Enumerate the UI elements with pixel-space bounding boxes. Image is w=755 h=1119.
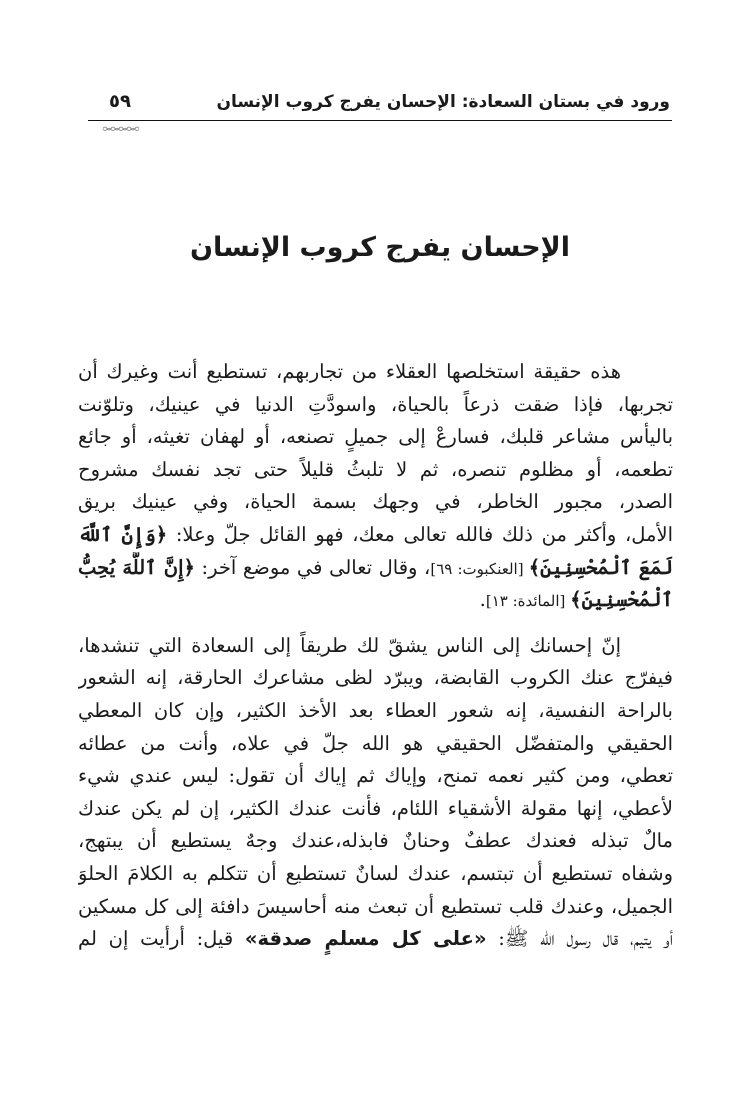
text-line: الصدر، مجبور الخاطر، في وجهك بسمة الحياة، وفي عينيك بريق bbox=[78, 490, 673, 514]
quran-verse: ﴿وَإِنَّ ٱللَّهَ bbox=[78, 522, 168, 546]
header-rule bbox=[88, 120, 672, 121]
text-line bbox=[78, 584, 673, 617]
line-text: أو يتيم، قال رسول الله ﷺ: bbox=[486, 927, 673, 951]
chapter-title: الإحسان يفرج كروب الإنسان bbox=[189, 232, 571, 263]
text-line: مالٌ تبذله فعندك عطفٌ وحنانٌ فابذله،عندك وجهٌ يستطيع أن يبتهج، bbox=[78, 829, 673, 853]
text-line: بالراحة النفسية، إنه شعور العطاء بعد الأخذ الكثير، وإن كان المعطي bbox=[78, 698, 673, 722]
paragraph-gap bbox=[78, 617, 673, 630]
line-text: الأمل، وأكثر من ذلك فالله تعالى معك، فهو القائل جلّ وعلا: bbox=[167, 522, 673, 546]
text-line bbox=[78, 552, 673, 585]
paragraph-1 bbox=[78, 356, 673, 617]
header-ornament-icon bbox=[102, 125, 140, 132]
running-title: ورود في بستان السعادة: الإحسان يفرج كروب الإنسان bbox=[216, 92, 670, 112]
body-text bbox=[78, 356, 673, 956]
text-line: إنّ إحسانك إلى الناس يشقّ لك طريقاً إلى السعادة التي تنشدها، bbox=[78, 633, 621, 657]
running-header bbox=[90, 88, 670, 118]
text-line bbox=[78, 923, 673, 956]
text-line: وشفاه تستطيع أن تبتسم، عندك لسانٌ تستطيع أن تتكلم به الكلامَ الحلوَ bbox=[78, 861, 673, 885]
hadith-quote: «على كل مسلمٍ صدقة» bbox=[244, 927, 487, 951]
quran-verse: ﴿إِنَّ ٱللَّهَ يُحِبُّ bbox=[78, 555, 195, 579]
text-line: الجميل، وعندك قلب تستطيع أن تبعث منه أحاسيسَ دافئة إلى كل مسكين bbox=[78, 894, 673, 918]
text-line: الحقيقي والمتفضّل الحقيقي هو الله جلّ في علاه، وأنت من عطائه bbox=[78, 731, 673, 755]
verse-citation: [المائدة: ١٣] bbox=[485, 592, 571, 611]
text-line: تعطي، ومن كثير نعمه تمنح، وإياك ثم إياك أن تقول: ليس عندي شيء bbox=[78, 764, 673, 788]
line-text: ، وقال تعالى في موضع آخر: bbox=[194, 555, 431, 579]
text-line: فيفرّج عنك الكروب القابضة، ويبرّد لظى مشاعرك الحارقة، إنه الشعور bbox=[78, 666, 673, 690]
text-line: تجربها، فإذا ضقت ذرعاً بالحياة، واسودَّتِ الدنيا في عينيك، وتلوّنت bbox=[78, 392, 673, 416]
paragraph-2 bbox=[78, 630, 673, 956]
page-number: ٥٩ bbox=[109, 91, 131, 112]
quran-verse: ٱلْمُحْسِنِينَ﴾ bbox=[570, 588, 673, 612]
quran-verse: لَمَعَ ٱلْمُحْسِنِينَ﴾ bbox=[528, 555, 673, 579]
text-line bbox=[78, 519, 673, 552]
line-text: . bbox=[479, 588, 486, 612]
text-line: باليأس مشاعر قلبك، فسارعْ إلى جميلٍ تصنعه، أو لهفان تغيثه، أو جائع bbox=[78, 425, 673, 449]
text-line: هذه حقيقة استخلصها العقلاء من تجاربهم، تستطيع أنت وغيرك أن bbox=[78, 360, 621, 383]
text-line: لأعطي، إنها مقولة الأشقياء اللئام، فأنت عندك الكثير، إن لم يكن عندك bbox=[78, 796, 673, 820]
verse-citation: [العنكبوت: ٦٩] bbox=[430, 559, 529, 578]
line-text: قيل: أرأيت إن لم bbox=[78, 927, 245, 951]
text-line: تطعمه، أو مظلوم تنصره، ثم لا تلبثُ قليلاً حتى تجد نفسك مشروح bbox=[78, 457, 673, 481]
